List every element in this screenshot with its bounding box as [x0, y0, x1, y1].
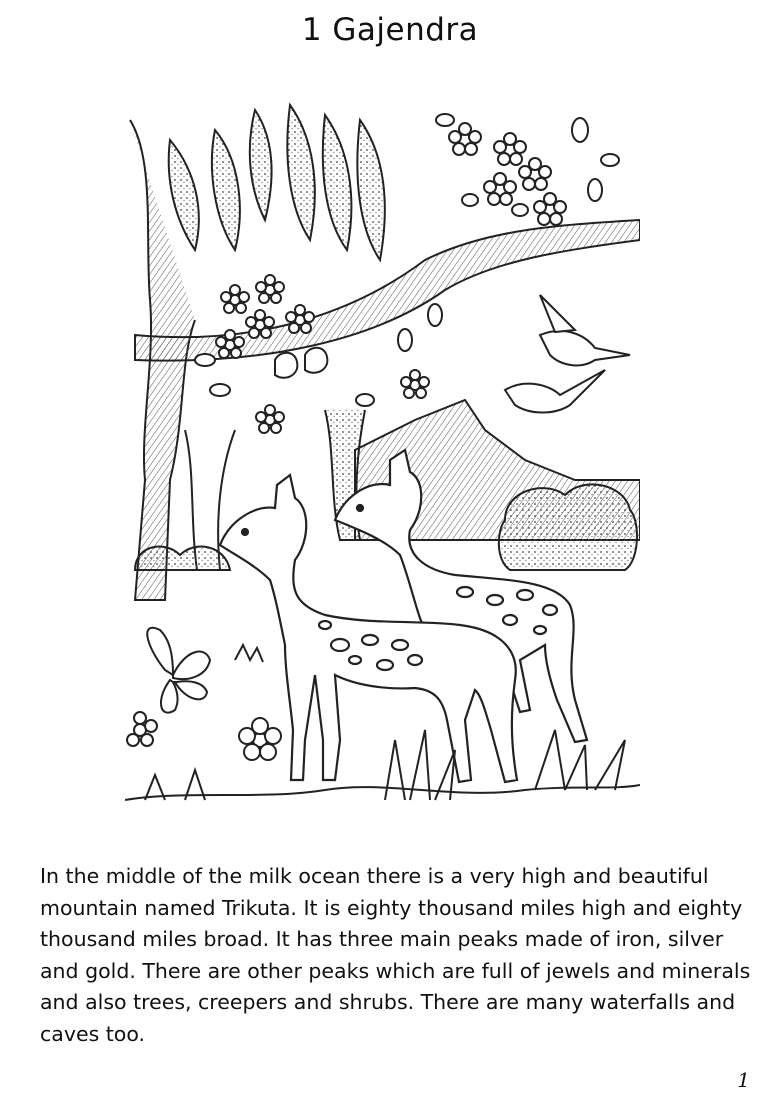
butterfly	[147, 628, 210, 713]
page-number: 1	[737, 1068, 750, 1092]
ground-flowers	[127, 712, 281, 760]
story-paragraph: In the middle of the milk ocean there is a very high and beautiful mountain named Trikuta. It is eighty thousand miles high and eighty thousand miles broad. It has three main peaks made of iron, silver and gold. There are other peaks which are full of jewels and minerals and also trees, creepers and shrubs. There are many waterfalls and caves too.	[40, 864, 751, 1046]
flower-cluster-top	[436, 114, 619, 225]
perched-birds	[275, 348, 327, 378]
hanging-leaves	[169, 105, 385, 260]
flying-birds	[505, 295, 630, 413]
forest-deer-illustration	[125, 100, 640, 815]
page-title: 1 Gajendra	[301, 12, 479, 48]
